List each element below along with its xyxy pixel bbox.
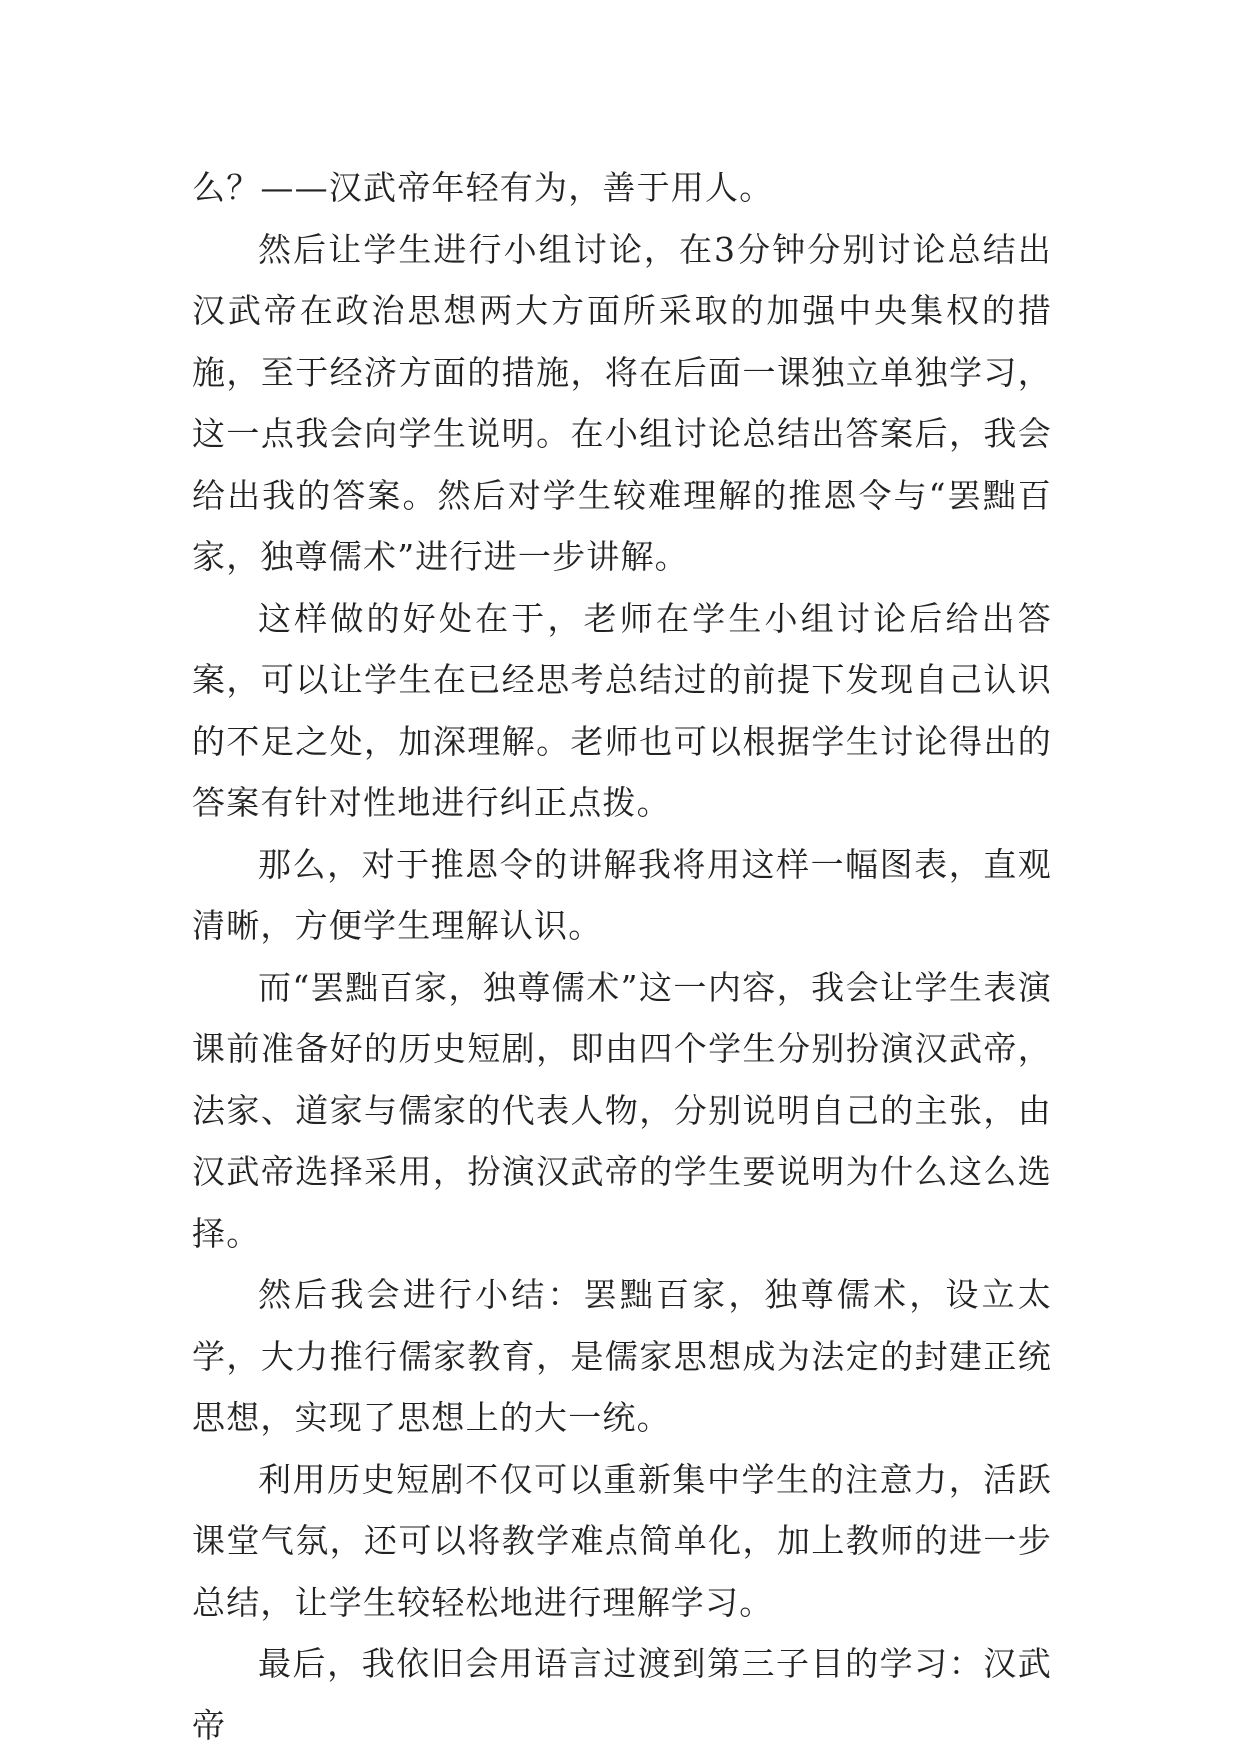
paragraph-8: 最后，我依旧会用语言过渡到第三子目的学习：汉武帝 — [192, 1644, 1052, 1745]
paragraph-2: 然后让学生进行小组讨论，在3分钟分别讨论总结出汉武帝在政治思想两大方面所采取的加强中央集权的措施，至于经济方面的措施，将在后面一课独立单独学习，这一点我会向学生说明。在小组讨论总结出答案后，我会给出我的答案。然后对学生较难理解的推恩令与“罢黜百家，独尊儒术”进行进一步讲解。 — [192, 229, 1052, 576]
paragraph-3: 这样做的好处在于，老师在学生小组讨论后给出答案，可以让学生在已经思考总结过的前提下发现自己认识的不足之处，加深理解。老师也可以根据学生讨论得出的答案有针对性地进行纠正点拨。 — [192, 598, 1052, 822]
paragraph-4: 那么，对于推恩令的讲解我将用这样一幅图表，直观清晰，方便学生理解认识。 — [192, 844, 1052, 945]
paragraph-6: 然后我会进行小结：罢黜百家，独尊儒术，设立太学，大力推行儒家教育，是儒家思想成为法定的封建正统思想，实现了思想上的大一统。 — [192, 1275, 1052, 1437]
paragraph-7: 利用历史短剧不仅可以重新集中学生的注意力，活跃课堂气氛，还可以将教学难点简单化，加上教师的进一步总结，让学生较轻松地进行理解学习。 — [192, 1459, 1052, 1622]
document-body — [192, 157, 1052, 1756]
paragraph-1: 么？——汉武帝年轻有为，善于用人。 — [192, 168, 774, 207]
paragraph-5: 而“罢黜百家，独尊儒术”这一内容，我会让学生表演课前准备好的历史短剧，即由四个学生分别扮演汉武帝，法家、道家与儒家的代表人物，分别说明自己的主张，由汉武帝选择采用，扮演汉武帝的学生要说明为什么这么选择。 — [192, 967, 1052, 1253]
